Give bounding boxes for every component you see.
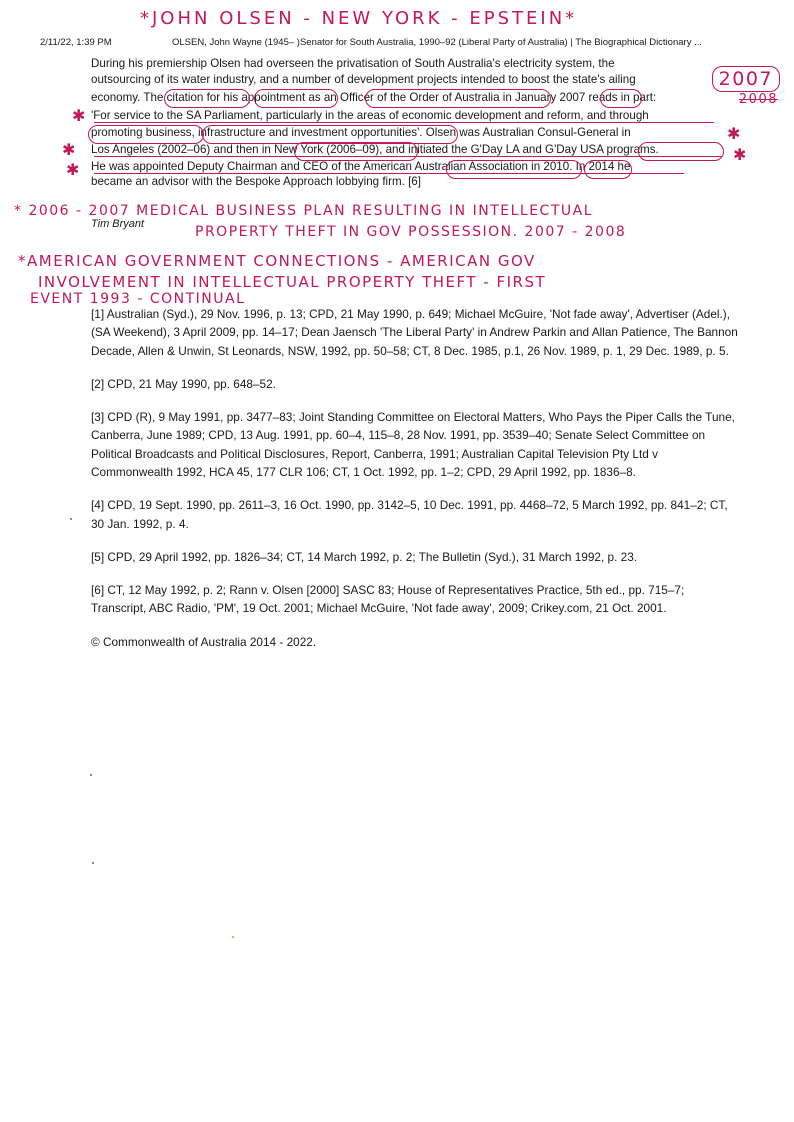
scan-speck bbox=[90, 774, 92, 776]
body-line-7: He was appointed Deputy Chairman and CEO of the American Australian Association in 2010. In 2014 he bbox=[91, 160, 631, 173]
ink-star-4: ✱ bbox=[727, 126, 741, 143]
ink-star-2: ✱ bbox=[62, 142, 76, 159]
ink-underline-line4 bbox=[94, 122, 714, 123]
handwritten-note-2-line-2: INVOLVEMENT IN INTELLECTUAL PROPERTY THEFT - FIRST bbox=[38, 273, 547, 291]
scan-speck bbox=[92, 862, 94, 864]
body-line-1: During his premiership Olsen had overseen the privatisation of South Australia's electricity system, the bbox=[91, 57, 615, 70]
body-line-5: promoting business, infrastructure and investment opportunities'. Olsen was Australian Consul-General in bbox=[91, 126, 631, 139]
handwritten-note-1-line-2: PROPERTY THEFT IN GOV POSSESSION. 2007 - 2008 bbox=[195, 224, 627, 240]
copyright-notice: © Commonwealth of Australia 2014 - 2022. bbox=[91, 634, 317, 649]
print-timestamp: 2/11/22, 1:39 PM bbox=[40, 37, 112, 48]
ink-star-1: ✱ bbox=[72, 108, 86, 125]
scan-speck bbox=[232, 936, 234, 938]
handwritten-note-1-line-1: * 2006 - 2007 MEDICAL BUSINESS PLAN RESULTING IN INTELLECTUAL bbox=[14, 203, 593, 219]
body-line-6: Los Angeles (2002–06) and then in New York (2006–09), and initiated the G'Day LA and G'Day USA programs. bbox=[91, 143, 659, 156]
ink-circle-january-2007 bbox=[600, 89, 642, 108]
ink-circle-appointment bbox=[254, 89, 338, 108]
body-line-3: economy. The citation for his appointment as an Officer of the Order of Australia in January 2007 reads in part: bbox=[91, 91, 657, 104]
ink-circle-new-york bbox=[294, 142, 418, 161]
handwritten-note-2-line-1: *AMERICAN GOVERNMENT CONNECTIONS - AMERICAN GOV bbox=[18, 252, 536, 270]
ink-circle-usa-programs bbox=[638, 142, 724, 161]
handwritten-header-note: *JOHN OLSEN - NEW YORK - EPSTEIN* bbox=[140, 8, 578, 29]
ink-circle-australian-association bbox=[446, 160, 582, 179]
reference-1: [1] Australian (Syd.), 29 Nov. 1996, p. 13; CPD, 21 May 1990, p. 649; Michael McGuire, 'Not fade away', Advertiser (Adel.), (SA Weekend), 3 April 2009, pp. 14–17; Dean Jaensch 'The Liberal Party' in Andrew Parkin and Allan Patience, The Bannon Decade, Allen & Unwin, St Leonards, NSW, 1992, pp. 50–58; CT, 8 Dec. 1985, p.1, 26 Nov. 1989, p. 1, 29 Dec. 1989, p. 5. bbox=[91, 307, 738, 358]
reference-3: [3] CPD (R), 9 May 1991, pp. 3477–83; Joint Standing Committee on Electoral Matters, Who Pays the Piper Calls the Tune, Canberra, June 1989; CPD, 13 Aug. 1991, pp. 60–4, 115–8, 28 Nov. 1991, pp. 3539–40; Senate Select Committee on Political Broadcasts and Political Disclosures, Report, Canberra, 1991; Australian Capital Television Pty Ltd v Commonwealth 1992, HCA 45, 177 CLR 106; CT, 1 Oct. 1992, pp. 1–2; CPD, 29 April 1992, pp. 1836–8. bbox=[91, 410, 735, 479]
references-section bbox=[91, 305, 741, 666]
ink-star-5: ✱ bbox=[733, 147, 747, 164]
reference-6: [6] CT, 12 May 1992, p. 2; Rann v. Olsen [2000] SASC 83; House of Representatives Practice, 5th ed., pp. 715–7; Transcript, ABC Radio, 'PM', 19 Oct. 2001; Michael McGuire, 'Not fade away', 2009; Crikey.com, 21 Oct. 2001. bbox=[91, 583, 685, 616]
ink-circle-citation bbox=[164, 89, 250, 108]
body-line-8: became an advisor with the Bespoke Approach lobbying firm. [6] bbox=[91, 175, 421, 188]
ink-circle-promoting-business bbox=[88, 125, 204, 144]
print-page-title: OLSEN, John Wayne (1945– )Senator for South Australia, 1990–92 (Liberal Party of Australia) | The Biographical Dictionary ... bbox=[172, 37, 703, 48]
reference-4: [4] CPD, 19 Sept. 1990, pp. 2611–3, 16 Oct. 1990, pp. 3142–5, 10 Dec. 1991, pp. 4468–72, 5 March 1992, pp. 841–2; CT, 30 Jan. 1992, p. 4. bbox=[91, 498, 728, 531]
ink-circle-officer-order bbox=[365, 89, 551, 108]
handwritten-year-struck: 2008 bbox=[738, 92, 778, 107]
body-line-4: 'For service to the SA Parliament, particularly in the areas of economic development and reform, and through bbox=[91, 109, 649, 122]
scan-speck bbox=[70, 518, 72, 520]
handwritten-year-2007: 2007 bbox=[712, 66, 780, 92]
body-line-2: outsourcing of its water industry, and a number of development projects intended to boost the state's ailing bbox=[91, 73, 636, 86]
ink-star-3: ✱ bbox=[66, 162, 80, 179]
ink-circle-2010 bbox=[584, 160, 632, 179]
handwritten-note-2-line-3: EVENT 1993 - CONTINUAL bbox=[30, 291, 246, 307]
reference-5: [5] CPD, 29 April 1992, pp. 1826–34; CT, 14 March 1992, p. 2; The Bulletin (Syd.), 31 March 1992, p. 23. bbox=[91, 549, 638, 564]
reference-2: [2] CPD, 21 May 1990, pp. 648–52. bbox=[91, 376, 276, 391]
author-name: Tim Bryant bbox=[91, 218, 145, 230]
